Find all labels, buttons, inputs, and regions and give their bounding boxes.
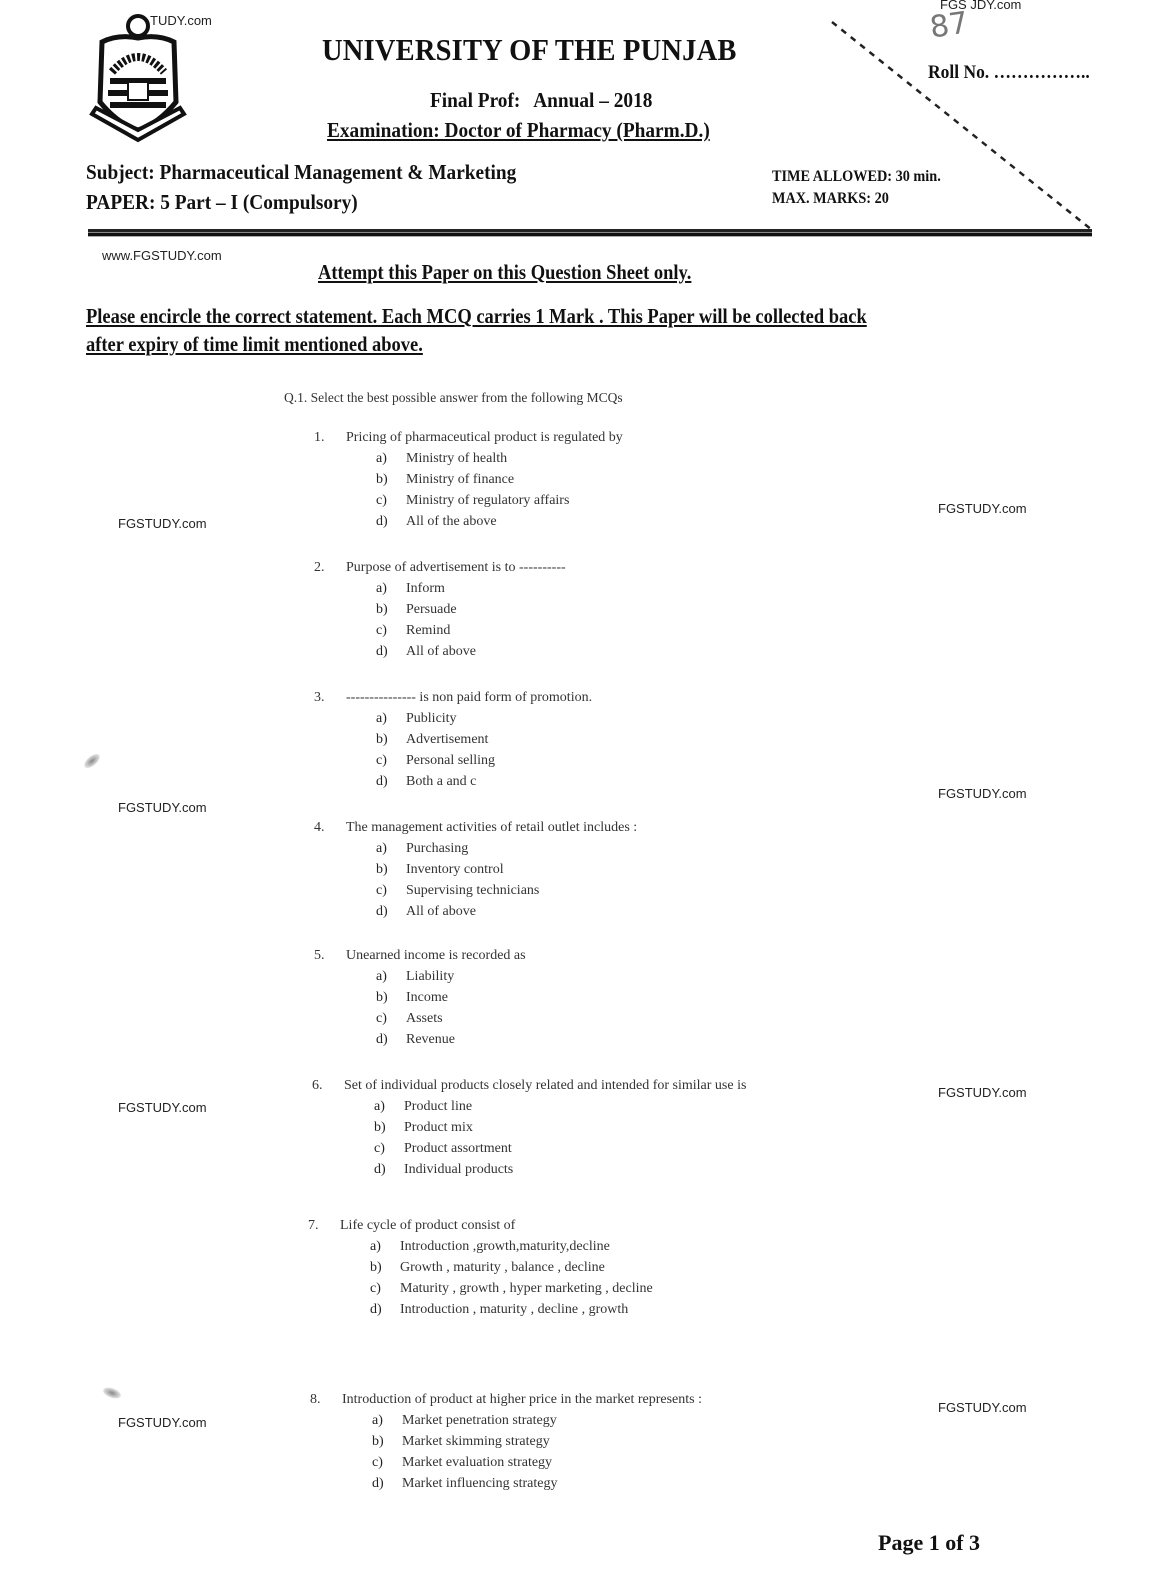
option-label: d) — [374, 1162, 386, 1177]
option-text: Personal selling — [406, 753, 496, 768]
scan-smudge — [101, 1385, 123, 1401]
university-crest-logo — [88, 12, 188, 152]
option-label: a) — [370, 1239, 381, 1254]
option-text: Market penetration strategy — [402, 1413, 557, 1428]
option-label: a) — [376, 711, 387, 726]
paper-line: PAPER: 5 Part – I (Compulsory) — [86, 190, 358, 214]
option-label: c) — [372, 1455, 383, 1470]
question-stem: Purpose of advertisement is to ---------- — [346, 560, 566, 575]
option-label: c) — [370, 1281, 381, 1296]
encircle-instruction — [86, 302, 867, 358]
option-text: Product mix — [404, 1120, 473, 1135]
question-stem: Pricing of pharmaceutical product is regulated by — [346, 430, 623, 445]
option-text: Publicity — [406, 711, 457, 726]
encircle-instruction-line2: after expiry of time limit mentioned above. — [86, 332, 423, 356]
watermark-www: www.FGSTUDY.com — [102, 248, 222, 263]
option-label: b) — [376, 862, 388, 877]
option-label: d) — [376, 1032, 388, 1047]
watermark-top-left: TUDY.com — [150, 13, 212, 28]
watermark-right: FGSTUDY.com — [938, 1085, 1027, 1100]
option-label: a) — [376, 451, 387, 466]
roll-number-field[interactable]: Roll No. …………….. — [928, 62, 1090, 83]
option-label: d) — [376, 904, 388, 919]
option-text: Purchasing — [406, 841, 469, 856]
question-number: 8. — [310, 1392, 321, 1407]
header-divider — [88, 229, 1092, 237]
option-text: Maturity , growth , hyper marketing , decline — [400, 1281, 653, 1296]
option-text: Introduction , maturity , decline , growth — [400, 1302, 629, 1317]
question-stem: Introduction of product at higher price in the market represents : — [342, 1392, 702, 1407]
question-number: 7. — [308, 1218, 319, 1233]
attempt-instruction: Attempt this Paper on this Question Sheet only. — [318, 260, 692, 284]
watermark-left: FGSTUDY.com — [118, 1100, 207, 1115]
option-text: Market skimming strategy — [402, 1434, 550, 1449]
question-number: 1. — [314, 430, 325, 445]
watermark-top-right: FGS JDY.com — [940, 0, 1022, 12]
option-label: b) — [376, 472, 388, 487]
option-label: d) — [370, 1302, 382, 1317]
option-text: Inventory control — [406, 862, 504, 877]
option-text: All of above — [406, 904, 476, 919]
option-text: Individual products — [404, 1162, 514, 1177]
option-text: Income — [406, 990, 448, 1005]
option-text: Assets — [406, 1011, 443, 1026]
handwritten-mark: 87 — [927, 5, 971, 46]
option-label: a) — [372, 1413, 383, 1428]
question-stem: Life cycle of product consist of — [340, 1218, 516, 1233]
option-text: Both a and c — [406, 774, 477, 789]
option-label: b) — [372, 1434, 384, 1449]
option-label: b) — [374, 1120, 386, 1135]
option-label: c) — [376, 753, 387, 768]
watermark-right: FGSTUDY.com — [938, 786, 1027, 801]
option-text: Revenue — [406, 1032, 455, 1047]
question-number: 6. — [312, 1078, 323, 1093]
option-text: Market evaluation strategy — [402, 1455, 553, 1470]
option-label: b) — [376, 732, 388, 747]
option-text: Product line — [404, 1099, 473, 1114]
question-number: 4. — [314, 820, 325, 835]
option-text: Advertisement — [406, 732, 489, 747]
option-label: a) — [374, 1099, 385, 1114]
final-prof-line — [430, 88, 652, 113]
option-text: Introduction ,growth,maturity,decline — [400, 1239, 610, 1254]
question-stem: The management activities of retail outlet includes : — [346, 820, 638, 835]
time-allowed: TIME ALLOWED: 30 min. — [772, 168, 941, 185]
option-text: Supervising technicians — [406, 883, 540, 898]
question-number: 2. — [314, 560, 325, 575]
option-text: Ministry of finance — [406, 472, 515, 487]
examination-title: Examination: Doctor of Pharmacy (Pharm.D.) — [327, 118, 710, 142]
option-text: Inform — [406, 581, 445, 596]
watermark-left: FGSTUDY.com — [118, 516, 207, 531]
final-prof-label: Final Prof: — [430, 88, 521, 112]
subject-line: Subject: Pharmaceutical Management & Marketing — [86, 160, 517, 184]
watermark-right: FGSTUDY.com — [938, 1400, 1027, 1415]
option-label: d) — [376, 774, 388, 789]
watermark-left: FGSTUDY.com — [118, 800, 207, 815]
question-stem: Unearned income is recorded as — [346, 948, 526, 963]
option-label: d) — [376, 514, 388, 529]
university-title: UNIVERSITY OF THE PUNJAB — [322, 32, 737, 67]
option-label: d) — [372, 1476, 384, 1491]
option-label: a) — [376, 841, 387, 856]
option-text: Remind — [406, 623, 451, 638]
option-label: d) — [376, 644, 388, 659]
option-text: Liability — [406, 969, 455, 984]
page-number: Page 1 of 3 — [878, 1530, 981, 1555]
option-text: Product assortment — [404, 1141, 512, 1156]
watermark-left: FGSTUDY.com — [118, 1415, 207, 1430]
option-text: Persuade — [406, 602, 457, 617]
option-label: a) — [376, 581, 387, 596]
session-label: Annual – 2018 — [533, 88, 653, 112]
question-stem: --------------- is non paid form of promotion. — [346, 690, 593, 705]
option-text: Ministry of health — [406, 451, 508, 466]
option-text: Ministry of regulatory affairs — [406, 493, 570, 508]
encircle-instruction-line1: Please encircle the correct statement. Each MCQ carries 1 Mark . This Paper will be collected back — [86, 304, 867, 328]
option-label: c) — [376, 883, 387, 898]
option-text: Growth , maturity , balance , decline — [400, 1260, 605, 1275]
option-label: c) — [376, 623, 387, 638]
option-label: b) — [376, 602, 388, 617]
option-label: c) — [376, 1011, 387, 1026]
watermark-right: FGSTUDY.com — [938, 501, 1027, 516]
option-label: b) — [370, 1260, 382, 1275]
option-text: Market influencing strategy — [402, 1476, 558, 1491]
question-number: 3. — [314, 690, 325, 705]
option-label: b) — [376, 990, 388, 1005]
option-label: c) — [376, 493, 387, 508]
option-label: a) — [376, 969, 387, 984]
question-number: 5. — [314, 948, 325, 963]
option-text: All of above — [406, 644, 476, 659]
question-intro: Q.1. Select the best possible answer from the following MCQs — [284, 390, 623, 405]
option-text: All of the above — [406, 514, 497, 529]
question-stem: Set of individual products closely related and intended for similar use is — [344, 1078, 747, 1093]
max-marks: MAX. MARKS: 20 — [772, 190, 889, 207]
scan-smudge — [81, 751, 103, 772]
option-label: c) — [374, 1141, 385, 1156]
